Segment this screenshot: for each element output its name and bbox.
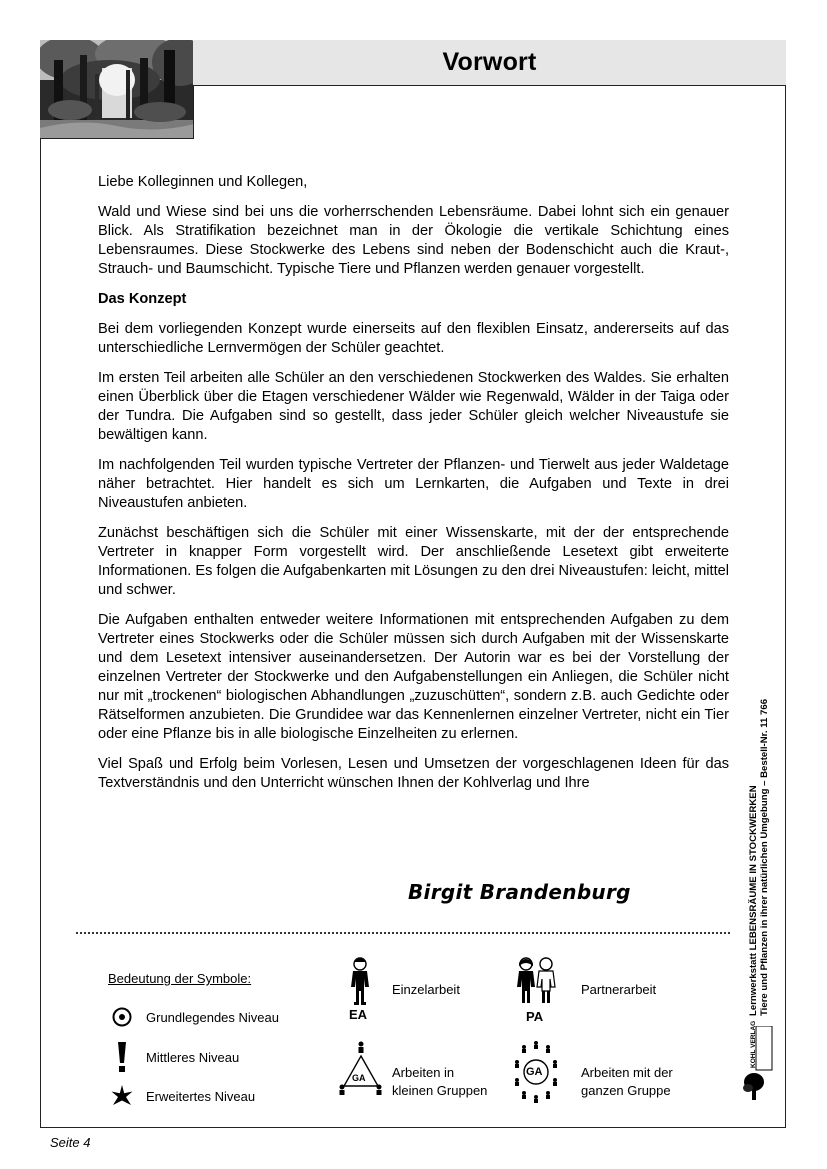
exclamation-icon <box>110 1041 134 1073</box>
paragraph-knowledge-card: Zunächst beschäftigen sich die Schüler mit einer Wissenskarte, mit der der entsprechende Vertreter in knapper Form vorgestellt wird. Der anschließende Lesetext gibt erweiterte Informationen. Es folgen die Aufgabenkarten mit Lösungen zu den drei Niveaustufen: leicht, mittel und schwer. <box>98 525 729 598</box>
page-title: Vorwort <box>442 48 537 76</box>
dotted-divider <box>76 932 730 934</box>
paragraph-intro: Wald und Wiese sind bei uns die vorherrschenden Lebensräume. Dabei lohnt sich ein genauer Blick. Als Stratifikation bezeichnet man in der Ökologie die vertikale Schichtung eines Lebensraumes. Diese Stockwerke des Lebens sind neben der Bodenschicht auch die Kraut-, Strauch- und Baumschicht. Typische Tiere und Pflanzen werden genauer vorgestellt. <box>98 204 729 277</box>
legend-level-medium <box>110 1041 239 1073</box>
legend-level-label: Mittleres Niveau <box>146 1049 240 1065</box>
star-icon <box>110 1085 134 1107</box>
legend-level-label: Erweitertes Niveau <box>146 1088 256 1104</box>
paragraph-closing: Viel Spaß und Erfolg beim Vorlesen, Lesen und Umsetzen der vorgeschlagenen Ideen für das Textverständnis und den Unterricht wünschen Ihnen der Kohlverlag und Ihre <box>98 756 729 791</box>
forest-photo <box>40 40 194 139</box>
mode-label-ga-whole: Arbeiten mit der ganzen Gruppe <box>581 1065 673 1098</box>
paragraph-concept: Bei dem vorliegenden Konzept wurde einerseits auf den flexiblen Einsatz, andererseits auf das unterschiedliche Lernvermögen der Schüler geachtet. <box>98 321 729 356</box>
mode-label-ea: Einzelarbeit <box>392 982 460 997</box>
badge-ga-small: GA <box>352 1073 366 1083</box>
whole-group-icon <box>514 1040 558 1104</box>
badge-pa: PA <box>526 1009 544 1024</box>
mode-label-pa: Partnerarbeit <box>581 982 657 997</box>
page-number: Seite 4 <box>50 1135 91 1150</box>
target-circle-icon <box>110 1007 134 1027</box>
person-icon <box>347 957 373 1012</box>
small-group-icon <box>338 1040 384 1096</box>
publisher-name: KOHL VERLAG <box>750 1020 757 1068</box>
legend-title: Bedeutung der Symbole: <box>108 971 252 986</box>
badge-ea: EA <box>349 1007 368 1022</box>
author-signature: Birgit Brandenburg <box>408 880 631 904</box>
legend-level-label: Grundlegendes Niveau <box>146 1009 279 1025</box>
badge-ga-whole: GA <box>526 1066 543 1078</box>
preface-text <box>98 173 729 804</box>
sidebar-text: Lernwerkstatt LEBENSRÄUME IN STOCKWERKEN Tiere und Pflanzen in ihrer natürlichen Umgebung – Bestell-Nr. 11 766 <box>748 698 770 1016</box>
section-heading: Das Konzept <box>98 291 187 307</box>
greeting: Liebe Kolleginnen und Kollegen, <box>98 174 308 190</box>
mode-label-ga-small: Arbeiten in kleinen Gruppen <box>392 1065 488 1098</box>
paragraph-part-one: Im ersten Teil arbeiten alle Schüler an den verschiedenen Stockwerken des Waldes. Sie erhalten einen Überblick über die Etagen verschiedener Wälder wie Regenwald, Wälder in der Taiga oder der Tundra. Die Aufgaben sind so gestellt, dass jeder Schüler gleich welcher Niveaustufe sie bewältigen kann. <box>98 370 729 443</box>
legend-level-advanced <box>110 1085 255 1107</box>
paragraph-part-two: Im nachfolgenden Teil wurden typische Vertreter der Pflanzen- und Tierwelt aus jeder Waldetage näher betrachtet. Hier handelt es sich um Lernkarten, die Aufgaben und Texte in drei Niveaustufen anbieten. <box>98 457 729 511</box>
title-bar <box>193 40 786 86</box>
legend-level-basic <box>110 1007 279 1027</box>
publisher-logo <box>742 1020 778 1102</box>
paragraph-tasks: Die Aufgaben enthalten entweder weitere Informationen mit entsprechenden Aufgaben zu dem Vertreter eines Stockwerks oder die Schüler müssen sich durch Aufgaben mit der Wissenskarte und dem Lesetext intensiver auseinandersetzen. Der Autorin war es bei der Vorstellung der einzelnen Vertreter der Stockwerke und den Aufgabenstellungen ein Anliegen, die Schüler nicht nur mit „trockenen“ biologischen Abhandlungen „zuzuschütten“, sondern z.B. auch Gedichte oder Rätselformen anzubieten. Die Grundidee war das Kennenlernen einzelner Vertreter, nicht ein Tier oder eine Pflanze bis in alle biologische Einzelheiten zu erlernen. <box>98 612 729 742</box>
two-persons-icon <box>514 957 558 1012</box>
